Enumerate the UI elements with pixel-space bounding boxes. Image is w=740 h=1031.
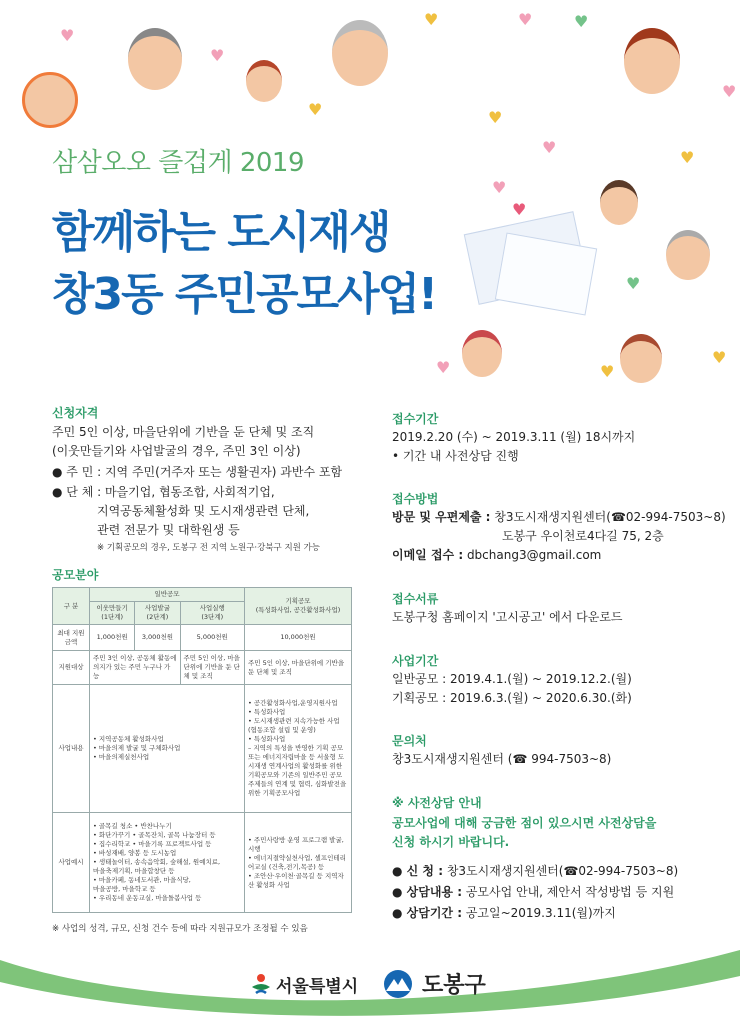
eligibility-note: ※ 기획공모의 경우, 도봉구 전 지역 노원구·강북구 지원 가능 xyxy=(97,543,320,553)
eligibility-group-2: 지역공동체활성화 및 도시재생관련 단체, xyxy=(97,504,310,518)
eligibility-resident: ● 주 민 : 지역 주민(거주자 또는 생활권자) 과반수 포함 xyxy=(52,465,343,479)
girl-face-left xyxy=(22,72,78,128)
title-line-1: 함께하는 도시재생 xyxy=(52,207,390,258)
method-visit: 방문 및 우편제출 : 창3도시재생지원센터(☎02-994-7503~8) xyxy=(392,510,726,524)
dobong-logo-text: 도봉구 xyxy=(422,973,486,998)
eligibility-line-1: 주민 5인 이상, 마을단위에 기반을 둔 단체 및 조직 xyxy=(52,425,315,439)
fields-note: ※ 사업의 성격, 규모, 신청 건수 등에 따라 지원규모가 조정될 수 있음 xyxy=(52,924,308,934)
documents-heading: 접수서류 xyxy=(392,592,439,606)
heart-icon: ♥ xyxy=(722,82,737,101)
seoul-emblem-icon xyxy=(250,973,272,997)
eligibility-line-2: (이웃만들기와 사업발굴의 경우, 주민 3인 이상) xyxy=(52,444,301,458)
heart-icon: ♥ xyxy=(542,138,557,157)
grandfather-face xyxy=(128,28,182,90)
table-row xyxy=(53,625,352,651)
eligibility-group-3: 관련 전문가 및 대학원생 등 xyxy=(97,523,240,537)
table-cell: 주민 5인 이상, 마을단위에 기반을 둔 단체 및 조직 xyxy=(180,651,244,685)
grandmother-face xyxy=(332,20,388,86)
heart-icon: ♥ xyxy=(424,10,439,29)
table-header-planned: 기획공모 (특성화사업, 공간활성화사업) xyxy=(245,588,352,625)
dobong-logo xyxy=(380,968,486,999)
table-row xyxy=(53,813,352,913)
row-label-content: 사업내용 xyxy=(53,685,90,813)
business-period-heading: 사업기간 xyxy=(392,654,439,668)
table-header-g2: 사업발굴 (2단계) xyxy=(135,602,180,625)
heart-icon: ♥ xyxy=(488,108,503,127)
table-cell-content-general: • 지역공동체 활성화사업 • 마을의제 발굴 및 구체화사업 • 마을의제실천사업 xyxy=(90,685,245,813)
consult-line-1: 공모사업에 대해 궁금한 점이 있으시면 사전상담을 xyxy=(392,816,657,830)
contact-line: 창3도시재생지원센터 (☎ 994-7503~8) xyxy=(392,752,612,766)
subtitle: 삼삼오오 즐겁게 2019 xyxy=(52,148,305,178)
fields-table xyxy=(52,587,352,913)
period-heading: 접수기간 xyxy=(392,412,439,426)
documents-line: 도봉구청 홈페이지 '고시공고' 에서 다운로드 xyxy=(392,610,623,624)
contact-heading: 문의처 xyxy=(392,734,427,748)
table-header-g1: 이웃만들기 (1단계) xyxy=(90,602,135,625)
dobong-emblem-icon xyxy=(380,969,416,999)
business-period-planned: 기획공모 : 2019.6.3.(월) ~ 2020.6.30.(화) xyxy=(392,691,632,705)
woman-face xyxy=(624,28,680,94)
kid-face xyxy=(462,330,502,377)
heart-icon: ♥ xyxy=(436,358,451,377)
title-line-2: 창3동 주민공모사업! xyxy=(52,269,437,320)
table-cell-example-general: • 골목길 청소 • 반찬나누기 • 화단가꾸기 • 골목잔치, 골목 나눔장터 등 • 집수리학교 • 마을기록 프로젝트사업 등 • 바성재배, 양봉 등 도시농업 • 생태놀이터, 송속음악회, 숲해설, 원예치료, 마을축제기획, 마을합창단 등 • 마을카페, 동네도서관, 마을식당, 마을공방, 마을학교 등 • 우리동네 운동교실, 마을돌봄사업 등 xyxy=(90,813,245,913)
table-cell: 주민 3인 이상, 공동체 활동에 의지가 있는 주민 누구나 가능 xyxy=(90,651,181,685)
table-cell: 주민 5인 이상, 마을단위에 기반을 둔 단체 및 조직 xyxy=(245,651,352,685)
consult-line-2: 신청 하시기 바랍니다. xyxy=(392,835,510,849)
consult-period: ● 상담기간 : 공고일~2019.3.11(월)까지 xyxy=(392,906,616,920)
heart-icon: ♥ xyxy=(512,200,527,219)
consult-content: ● 상담내용 : 공모사업 안내, 제안서 작성방법 등 지원 xyxy=(392,885,675,899)
heart-icon: ♥ xyxy=(492,178,507,197)
row-label-target: 지원대상 xyxy=(53,651,90,685)
table-header-g3: 사업실행 (3단계) xyxy=(180,602,244,625)
method-heading: 접수방법 xyxy=(392,492,439,506)
table-row xyxy=(53,651,352,685)
table-row xyxy=(53,685,352,813)
eligibility-group-1: ● 단 체 : 마을기업, 협동조합, 사회적기업, xyxy=(52,485,275,499)
old-man-face xyxy=(666,230,710,280)
table-cell-content-planned: • 공간활성화사업,운영지원사업 • 특성화사업 • 도시재생관련 지속가능한 사업 (협동조합 설립 및 운영) • 특성화사업 – 지역의 특성을 반영한 기획 공모 또는 에너지자립마을 등 서울형 도시재생 연계사업의 활성화를 위한 기획공모와 기존의 일반주민 공모 주제들의 연계 및 협력, 심화발전을 위한 기획공모사업 xyxy=(245,685,352,813)
heart-icon: ♥ xyxy=(712,348,727,367)
heart-icon: ♥ xyxy=(518,10,533,29)
boy-face-right xyxy=(620,334,662,383)
boy-face xyxy=(246,60,282,102)
fields-heading: 공모분야 xyxy=(52,568,99,582)
seoul-logo-text: 서울특별시 xyxy=(276,977,359,997)
table-header-category: 구 분 xyxy=(53,588,90,625)
business-period-general: 일반공모 : 2019.4.1.(월) ~ 2019.12.2.(월) xyxy=(392,672,632,686)
table-cell: 10,000천원 xyxy=(245,625,352,651)
table-cell: 1,000천원 xyxy=(90,625,135,651)
period-line-1: 2019.2.20 (수) ~ 2019.3.11 (월) 18시까지 xyxy=(392,430,636,444)
footer-wave xyxy=(0,930,740,1031)
seoul-logo xyxy=(250,972,358,997)
table-cell-example-planned: • 주민사랑방 운영 프로그램 발굴, 시행 • 에너지절약실천사업, 셀프인테리어교실 (건축,전기,목공) 등 • 조안산·우이천·골목길 등 지역자산 활성화 사업 xyxy=(245,813,352,913)
row-label-amount: 최대 지원금액 xyxy=(53,625,90,651)
papers-illustration-back xyxy=(495,233,597,316)
row-label-example: 사업예시 xyxy=(53,813,90,913)
method-email: 이메일 접수 : dbchang3@gmail.com xyxy=(392,548,602,562)
consult-heading: ※ 사전상담 안내 xyxy=(392,796,482,810)
table-cell: 3,000천원 xyxy=(135,625,180,651)
heart-icon: ♥ xyxy=(210,46,225,65)
period-line-2: • 기간 내 사전상담 진행 xyxy=(392,449,519,463)
consult-apply: ● 신 청 : 창3도시재생지원센터(☎02-994-7503~8) xyxy=(392,864,679,878)
girl-face-right xyxy=(600,180,638,225)
heart-icon: ♥ xyxy=(574,12,589,31)
method-address: 도봉구 우이천로4다길 75, 2층 xyxy=(502,529,664,543)
heart-icon: ♥ xyxy=(680,148,695,167)
heart-icon: ♥ xyxy=(60,26,75,45)
table-cell: 5,000천원 xyxy=(180,625,244,651)
heart-icon: ♥ xyxy=(308,100,323,119)
table-header-general: 일반공모 xyxy=(90,588,245,602)
eligibility-heading: 신청자격 xyxy=(52,406,99,420)
heart-icon: ♥ xyxy=(626,274,641,293)
heart-icon: ♥ xyxy=(600,362,615,381)
